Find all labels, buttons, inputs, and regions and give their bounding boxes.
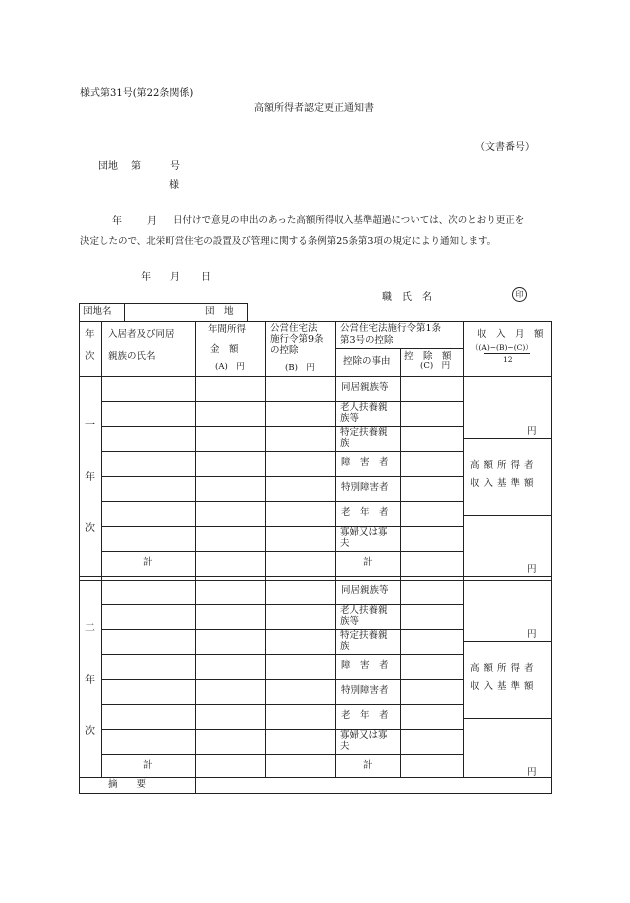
year-label-1: 一	[85, 420, 95, 431]
document-title: 高額所得者認定更正通知書	[254, 103, 374, 114]
addressee-go: 号	[170, 161, 180, 172]
deduction-reason: 特別障害者	[341, 482, 389, 493]
deduction-reason: 老人扶養親	[340, 605, 388, 616]
hdr-month-1: 収 入 月 額	[477, 329, 544, 340]
hdr-month-2: （(A)−(B)−(C)）	[471, 343, 533, 352]
hdr-name-1: 入居者及び同居	[108, 329, 175, 340]
hdr-income-2: 金 額	[210, 344, 239, 355]
right-box-line	[463, 515, 551, 516]
body-line1: 日付けで意見の申出のあった高額所得収入基準超過については、次のとおり更正を	[173, 215, 525, 226]
year-label-1: 年	[85, 472, 95, 483]
year-separator	[79, 576, 551, 581]
yen-unit: 円	[527, 629, 537, 640]
row-line	[101, 704, 463, 705]
remarks-label: 摘 要	[108, 779, 147, 790]
hdr-c-amount-2: (C) 円	[420, 361, 451, 371]
year-label-2: 次	[85, 726, 95, 737]
hdr-name-2: 親族の氏名	[108, 351, 156, 362]
danchi-label: 団 地	[205, 306, 234, 317]
deduction-reason: 障 害 者	[341, 457, 389, 468]
hdr-income-3: (A) 円	[215, 362, 245, 372]
addressee-sama: 様	[169, 180, 179, 191]
row-line	[101, 476, 463, 477]
date-month: 月	[170, 272, 180, 283]
document-number: （文書番号）	[475, 142, 535, 153]
hdr-year-2: 次	[85, 351, 95, 362]
yen-unit: 円	[527, 426, 537, 437]
row-line	[101, 729, 463, 730]
deduction-reason: 同居親族等	[341, 382, 389, 393]
danchi-name-label: 団地名	[83, 306, 112, 317]
deduction-reason-cont: 夫	[340, 538, 350, 549]
body-line2: 決定したので、北栄町営住宅の設置及び管理に関する条例第25条第3項の規定により通知します。	[80, 236, 497, 247]
row-line	[101, 426, 463, 427]
total-label: 計	[143, 557, 153, 568]
total-label: 計	[363, 557, 373, 568]
deduction-reason-cont: 族	[340, 641, 350, 652]
deduction-reason-cont: 族等	[340, 616, 360, 627]
row-line	[101, 654, 463, 655]
deduction-reason-cont: 族	[340, 438, 350, 449]
form-number: 様式第31号(第22条関係)	[80, 88, 194, 99]
hdr-income-1: 年間所得	[208, 324, 247, 335]
row-line	[101, 754, 463, 755]
date-day: 日	[201, 272, 211, 283]
hdr-b-2: 施行令第9条	[270, 334, 324, 345]
total-label: 計	[363, 760, 373, 771]
addressee-dai: 第	[131, 161, 141, 172]
addressee-danchi: 団地	[98, 161, 118, 172]
hdr-month-3: 12	[503, 355, 513, 364]
yen-unit: 円	[527, 767, 537, 778]
right-box-line	[463, 718, 551, 719]
hdr-b-4: (B) 円	[285, 363, 315, 373]
threshold-label: 高額所得者	[470, 663, 538, 674]
row-line	[101, 679, 463, 680]
seal-mark: 印	[512, 287, 527, 302]
hdr-b-1: 公営住宅法	[270, 323, 318, 334]
right-box-line	[463, 438, 551, 439]
deduction-reason: 障 害 者	[341, 660, 389, 671]
row-line	[101, 551, 463, 552]
body-month: 月	[147, 216, 157, 227]
deduction-reason: 老 年 者	[341, 507, 389, 518]
hdr-c-reason: 控除の事由	[343, 356, 391, 367]
hdr-c-2: 第3号の控除	[340, 335, 394, 346]
total-label: 計	[143, 760, 153, 771]
row-line	[101, 629, 463, 630]
hdr-b-3: の控除	[270, 345, 299, 356]
threshold-label: 収入基準額	[470, 681, 538, 692]
year-label-2: 年	[85, 675, 95, 686]
row-line	[101, 604, 463, 605]
year-label-1: 次	[85, 523, 95, 534]
deduction-reason: 特定扶養親	[340, 427, 388, 438]
hdr-c-1: 公営住宅法施行令第1条	[340, 323, 442, 334]
official-label: 職 氏 名	[382, 292, 432, 303]
deduction-reason: 同居親族等	[341, 585, 389, 596]
threshold-label: 収入基準額	[470, 478, 538, 489]
hdr-c-amount-1: 控 除 額	[404, 351, 452, 362]
deduction-reason: 寡婦又は寡	[340, 730, 388, 741]
deduction-reason-cont: 族等	[340, 413, 360, 424]
deduction-reason: 老 年 者	[341, 710, 389, 721]
body-year: 年	[112, 216, 122, 227]
deduction-reason-cont: 夫	[340, 741, 350, 752]
deduction-reason: 特別障害者	[341, 685, 389, 696]
deduction-reason: 老人扶養親	[340, 402, 388, 413]
row-line	[101, 501, 463, 502]
row-line	[101, 526, 463, 527]
row-line	[101, 401, 463, 402]
deduction-reason: 特定扶養親	[340, 630, 388, 641]
deduction-reason: 寡婦又は寡	[340, 527, 388, 538]
year-label-2: 二	[85, 623, 95, 634]
row-line	[101, 451, 463, 452]
hdr-year-1: 年	[85, 329, 95, 340]
yen-unit: 円	[527, 564, 537, 575]
date-year: 年	[141, 272, 151, 283]
right-box-line	[463, 641, 551, 642]
threshold-label: 高額所得者	[470, 460, 538, 471]
